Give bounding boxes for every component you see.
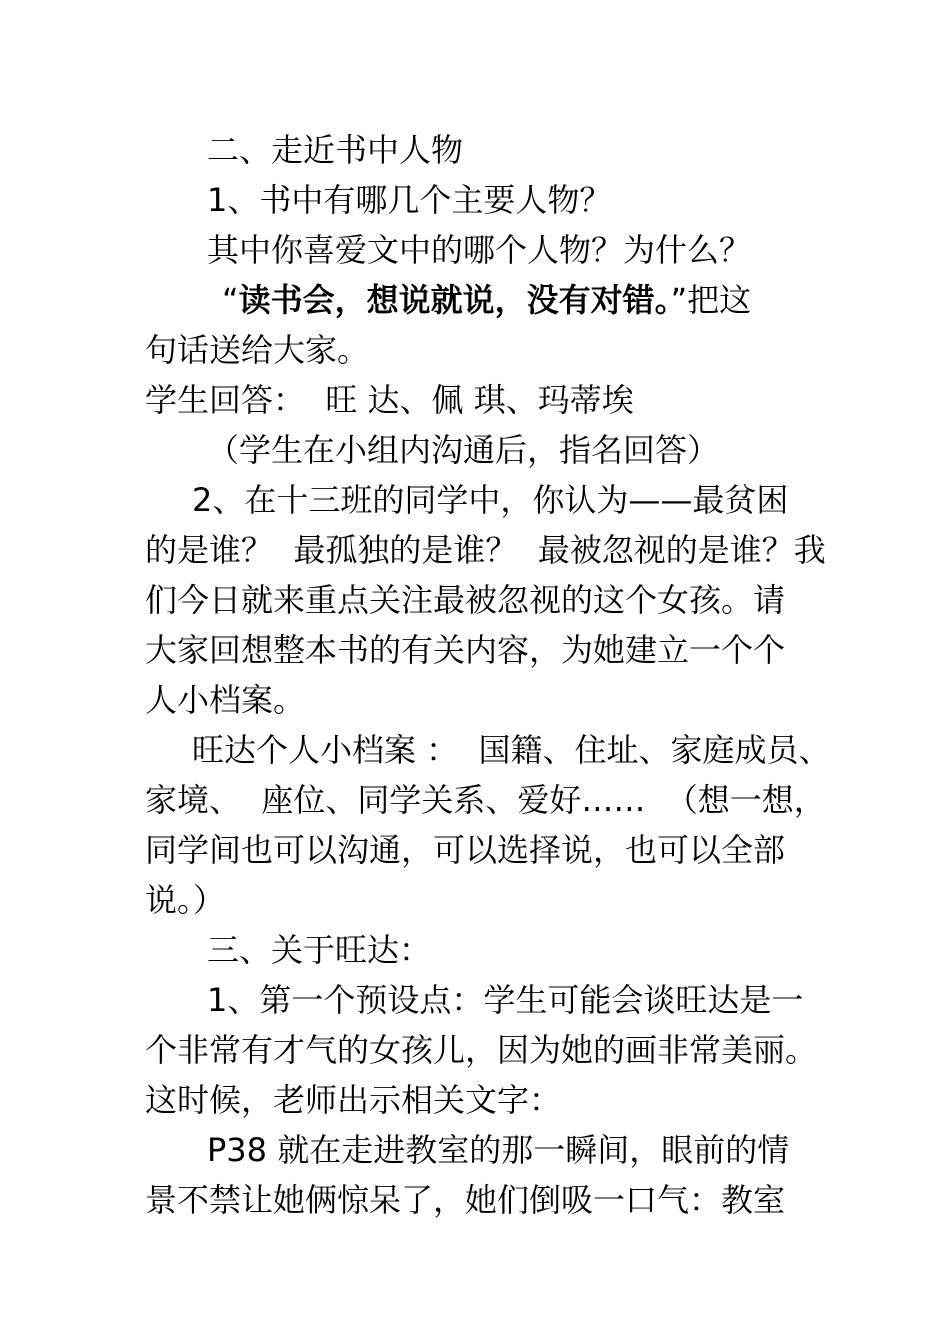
student-note: （学生在小组内沟通后，指名回答） — [207, 431, 720, 469]
close-quote-text: ”把这 — [670, 281, 752, 319]
question-2: 2、在十三班的同学中，你认为——最贫困 — [192, 481, 789, 519]
preset-point-1: 1、第一个预设点：学生可能会谈旺达是一 — [207, 981, 804, 1019]
excerpt-line-2: 景不禁让她俩惊呆了，她们倒吸一口气：教室 — [145, 1181, 786, 1219]
profile-line-4: 说。） — [145, 881, 226, 919]
preset-point-1-line-2: 个非常有才气的女孩儿，因为她的画非常美丽。 — [145, 1031, 818, 1069]
profile-line-1: 旺达个人小档案 ： 国籍、住址、家庭成员、 — [192, 731, 831, 769]
bold-quote: 读书会，想说就说，没有对错。 — [238, 281, 671, 319]
open-quote: “ — [222, 281, 239, 319]
profile-line-2: 家境、 座位、同学关系、爱好…… （想一想， — [145, 781, 826, 819]
preset-point-1-line-3: 这时候，老师出示相关文字： — [145, 1081, 562, 1119]
question-2-line-2: 的是谁？ 最孤独的是谁？ 最被忽视的是谁？我 — [145, 531, 826, 569]
question-2-line-4: 大家回想整本书的有关内容，为她建立一个个 — [145, 631, 786, 669]
question-1-followup: 其中你喜爱文中的哪个人物？为什么？ — [207, 231, 752, 269]
quote-line — [222, 280, 751, 320]
quote-continuation: 句话送给大家。 — [145, 331, 370, 369]
question-1: 1、书中有哪几个主要人物？ — [207, 181, 612, 219]
question-2-line-5: 人小档案。 — [145, 681, 306, 719]
excerpt-line-1: P38 就在走进教室的那一瞬间，眼前的情 — [207, 1131, 790, 1169]
student-answer: 学生回答： 旺 达、佩 琪、玛蒂埃 — [145, 381, 634, 419]
question-2-line-3: 们今日就来重点关注最被忽视的这个女孩。请 — [145, 581, 786, 619]
section-heading-2: 二、走近书中人物 — [207, 131, 464, 169]
section-heading-3: 三、关于旺达： — [207, 931, 432, 969]
profile-line-3: 同学间也可以沟通，可以选择说，也可以全部 — [145, 831, 786, 869]
